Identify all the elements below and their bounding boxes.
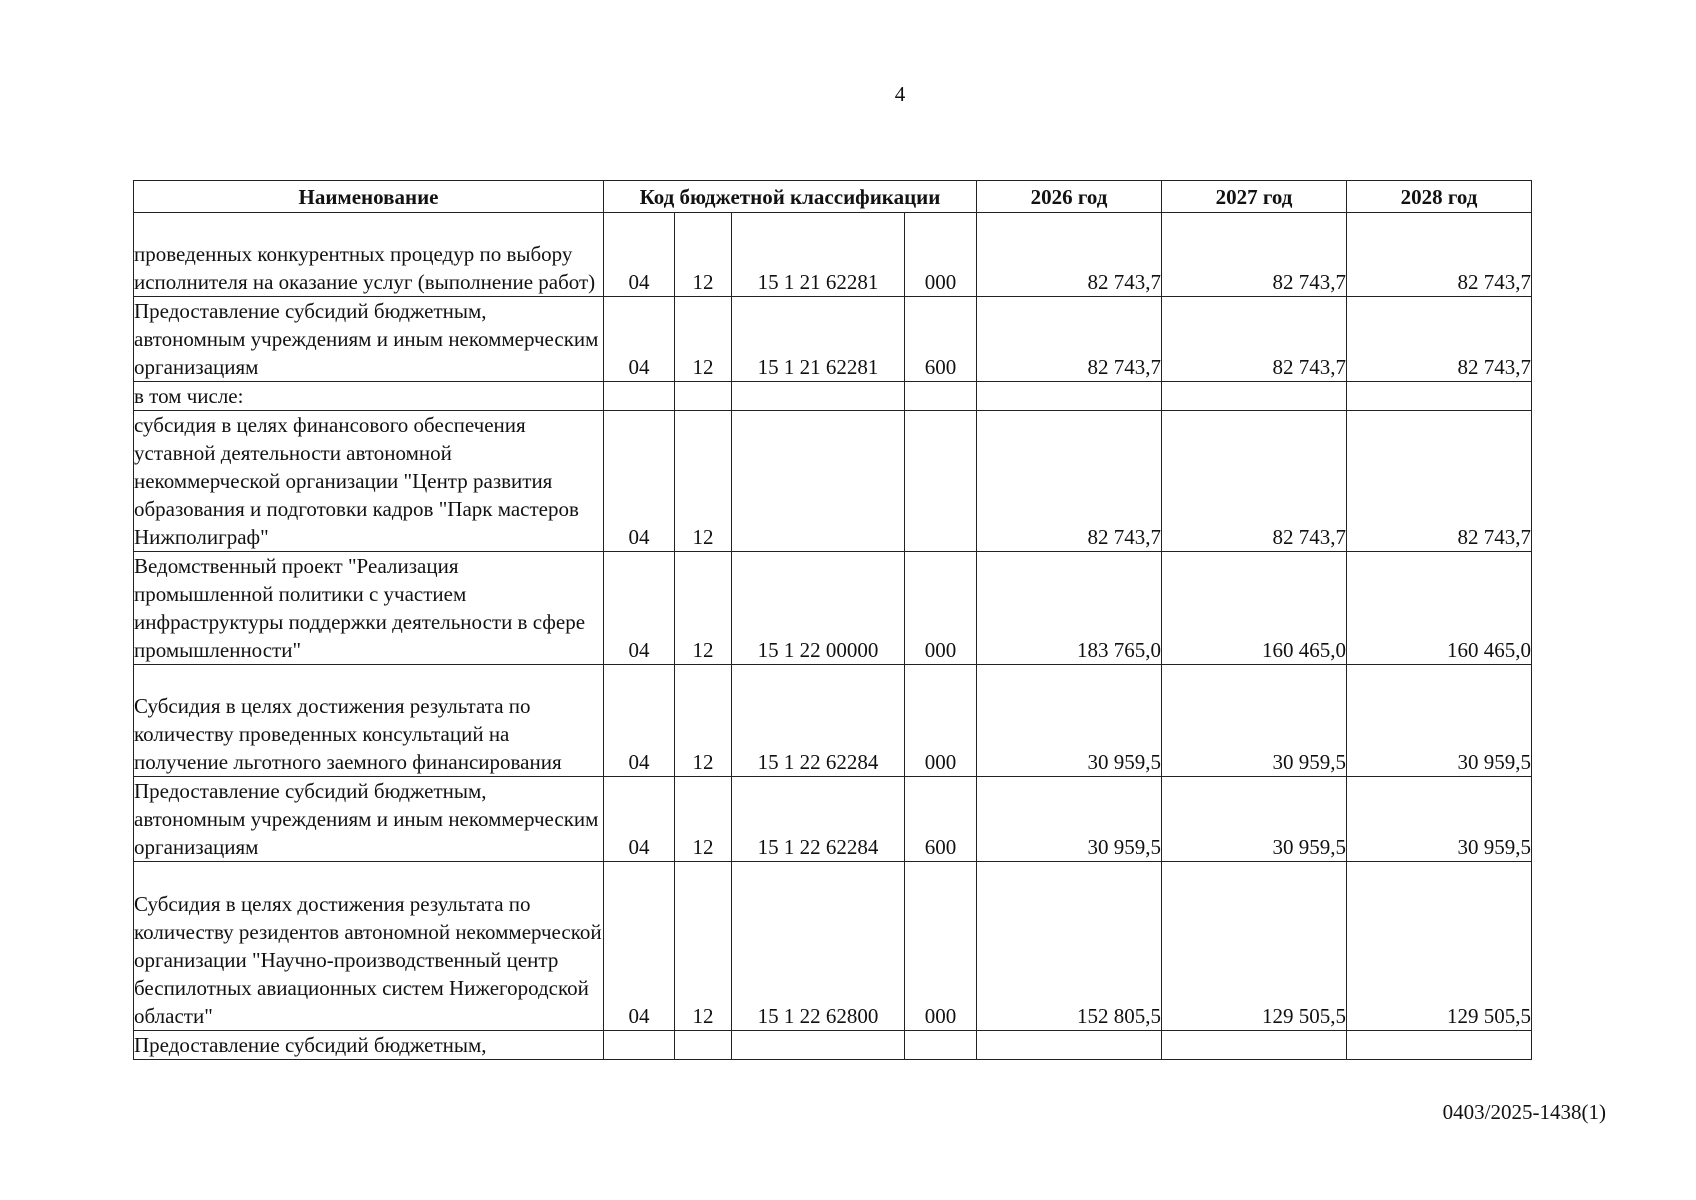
row-subsection (675, 1031, 732, 1060)
row-target-article: 15 1 22 62800 (732, 862, 905, 1031)
row-name: Ведомственный проект "Реализация промышленной политики с участием инфраструктуры поддержки деятельности в сфере промышленности" (134, 552, 604, 665)
row-expense-type: 000 (905, 862, 977, 1031)
row-value-2026: 183 765,0 (977, 552, 1162, 665)
header-year-2027: 2027 год (1162, 181, 1347, 213)
row-target-article: 15 1 22 00000 (732, 552, 905, 665)
row-subsection: 12 (675, 411, 732, 552)
row-value-2027: 82 743,7 (1162, 297, 1347, 382)
budget-table (133, 180, 1532, 1060)
row-value-2026: 30 959,5 (977, 665, 1162, 777)
table-row (134, 297, 1532, 382)
row-target-article: 15 1 22 62284 (732, 665, 905, 777)
row-expense-type: 600 (905, 297, 977, 382)
row-name: Предоставление субсидий бюджетным, (134, 1031, 604, 1060)
row-section: 04 (604, 411, 675, 552)
row-value-2026 (977, 382, 1162, 411)
row-value-2026: 152 805,5 (977, 862, 1162, 1031)
row-value-2027: 30 959,5 (1162, 777, 1347, 862)
row-section: 04 (604, 862, 675, 1031)
row-name: субсидия в целях финансового обеспечения уставной деятельности автономной некоммерческой организации "Центр развития образования и подготовки кадров "Парк мастеров Нижполиграф" (134, 411, 604, 552)
row-expense-type (905, 382, 977, 411)
table-row (134, 862, 1532, 1031)
row-expense-type: 600 (905, 777, 977, 862)
table-row (134, 213, 1532, 297)
table-row (134, 552, 1532, 665)
row-value-2027 (1162, 1031, 1347, 1060)
row-section: 04 (604, 297, 675, 382)
row-value-2027: 30 959,5 (1162, 665, 1347, 777)
row-value-2026: 82 743,7 (977, 213, 1162, 297)
header-name: Наименование (134, 181, 604, 213)
row-expense-type: 000 (905, 552, 977, 665)
row-subsection: 12 (675, 297, 732, 382)
row-value-2028: 30 959,5 (1347, 777, 1532, 862)
row-value-2027: 82 743,7 (1162, 411, 1347, 552)
table-row (134, 411, 1532, 552)
header-year-2028: 2028 год (1347, 181, 1532, 213)
row-subsection: 12 (675, 552, 732, 665)
row-value-2026 (977, 1031, 1162, 1060)
row-value-2028: 30 959,5 (1347, 665, 1532, 777)
row-expense-type: 000 (905, 213, 977, 297)
row-target-article: 15 1 21 62281 (732, 213, 905, 297)
row-target-article: 15 1 21 62281 (732, 297, 905, 382)
row-name: Предоставление субсидий бюджетным, автономным учреждениям и иным некоммерческим организациям (134, 777, 604, 862)
row-value-2027 (1162, 382, 1347, 411)
row-name: в том числе: (134, 382, 604, 411)
row-expense-type (905, 1031, 977, 1060)
row-expense-type (905, 411, 977, 552)
row-target-article (732, 382, 905, 411)
row-section (604, 1031, 675, 1060)
row-name: проведенных конкурентных процедур по выбору исполнителя на оказание услуг (выполнение работ) (134, 213, 604, 297)
row-name: Субсидия в целях достижения результата по количеству резидентов автономной некоммерческой организации "Научно-производственный центр беспилотных авиационных систем Нижегородской области" (134, 862, 604, 1031)
row-value-2026: 30 959,5 (977, 777, 1162, 862)
row-target-article (732, 1031, 905, 1060)
row-value-2026: 82 743,7 (977, 411, 1162, 552)
row-subsection (675, 382, 732, 411)
page-number: 4 (894, 82, 906, 106)
table-row (134, 777, 1532, 862)
row-value-2028: 82 743,7 (1347, 411, 1532, 552)
header-code: Код бюджетной классификации (604, 181, 977, 213)
table-header-row (134, 181, 1532, 213)
row-value-2027: 129 505,5 (1162, 862, 1347, 1031)
row-value-2028 (1347, 1031, 1532, 1060)
table-row (134, 665, 1532, 777)
row-subsection: 12 (675, 213, 732, 297)
row-name: Субсидия в целях достижения результата по количеству проведенных консультаций на получение льготного заемного финансирования (134, 665, 604, 777)
row-value-2028 (1347, 382, 1532, 411)
row-section (604, 382, 675, 411)
row-expense-type: 000 (905, 665, 977, 777)
row-name: Предоставление субсидий бюджетным, автономным учреждениям и иным некоммерческим организациям (134, 297, 604, 382)
row-section: 04 (604, 552, 675, 665)
row-section: 04 (604, 777, 675, 862)
row-section: 04 (604, 665, 675, 777)
row-value-2028: 82 743,7 (1347, 297, 1532, 382)
document-code: 0403/2025-1438(1) (1442, 1100, 1606, 1124)
row-value-2027: 82 743,7 (1162, 213, 1347, 297)
row-subsection: 12 (675, 862, 732, 1031)
row-subsection: 12 (675, 665, 732, 777)
row-value-2027: 160 465,0 (1162, 552, 1347, 665)
table-row (134, 382, 1532, 411)
row-value-2026: 82 743,7 (977, 297, 1162, 382)
row-section: 04 (604, 213, 675, 297)
row-target-article (732, 411, 905, 552)
table-row (134, 1031, 1532, 1060)
row-subsection: 12 (675, 777, 732, 862)
header-year-2026: 2026 год (977, 181, 1162, 213)
row-value-2028: 129 505,5 (1347, 862, 1532, 1031)
row-value-2028: 160 465,0 (1347, 552, 1532, 665)
row-target-article: 15 1 22 62284 (732, 777, 905, 862)
row-value-2028: 82 743,7 (1347, 213, 1532, 297)
